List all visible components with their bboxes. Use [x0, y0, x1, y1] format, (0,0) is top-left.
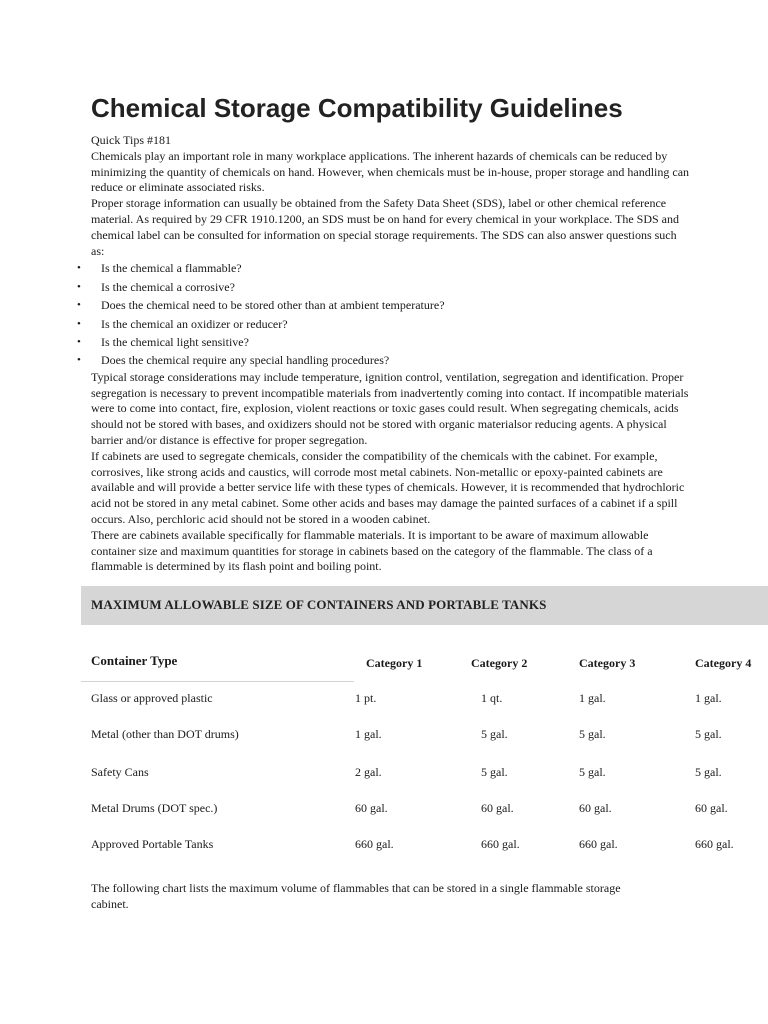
- table-cell: 660 gal.: [355, 837, 394, 851]
- table-title: MAXIMUM ALLOWABLE SIZE OF CONTAINERS AND PORTABLE TANKS: [91, 597, 547, 612]
- table-cell-container-type: Approved Portable Tanks: [91, 837, 214, 851]
- list-item: • Does the chemical require any special handling procedures?: [80, 351, 691, 369]
- list-item: • Is the chemical an oxidizer or reducer?: [80, 315, 691, 333]
- table-cell: 1 gal.: [695, 691, 722, 705]
- table-banner: [81, 586, 768, 625]
- chart-intro-paragraph: The following chart lists the maximum volume of flammables that can be stored in a single flammable storage cabinet.: [91, 881, 621, 911]
- header-divider: [81, 681, 354, 682]
- table-cell: 60 gal.: [355, 801, 388, 815]
- table-cell: 1 gal.: [355, 727, 382, 741]
- table-cell: 1 qt.: [481, 691, 503, 705]
- table-cell-container-type: Glass or approved plastic: [91, 691, 213, 705]
- table-cell: 660 gal.: [695, 837, 734, 851]
- table-cell: 5 gal.: [579, 765, 606, 779]
- table-cell: 5 gal.: [695, 727, 722, 741]
- intro-paragraph: Chemicals play an important role in many workplace applications. The inherent hazards of chemicals can be reduced by minimizing the quantity of chemicals on hand. However, when chemicals must be in-house, proper storage and handling can reduce or eliminate associated risks.: [91, 148, 690, 195]
- table-cell-container-type: Metal Drums (DOT spec.): [91, 801, 218, 815]
- column-header-category-3: Category 3: [579, 656, 636, 670]
- table-cell: 5 gal.: [695, 765, 722, 779]
- list-item: • Does the chemical need to be stored other than at ambient temperature?: [80, 296, 691, 314]
- page-title: Chemical Storage Compatibility Guidelines: [91, 93, 623, 123]
- cabinet-paragraph: If cabinets are used to segregate chemicals, consider the compatibility of the chemicals with the cabinet. For example, corrosives, like strong acids and caustics, will corrode most metal cabinets. Non-metallic or epoxy-painted cabinets are available and will provide a better service life with these types of chemicals. However, it is recommended that hydrochloric acid not be stored in any metal cabinet. Some other acids and bases may damage the painted surfaces of a cabinet if a spill occurs. Also, perchloric acid should not be stored in a wooden cabinet.: [91, 448, 685, 526]
- table-cell: 5 gal.: [579, 727, 606, 741]
- table-cell: 660 gal.: [481, 837, 520, 851]
- quick-tips-label: Quick Tips #181: [91, 133, 172, 147]
- column-header-category-1: Category 1: [366, 656, 423, 670]
- table-cell: 1 pt.: [355, 691, 377, 705]
- list-item: • Is the chemical a corrosive?: [80, 278, 691, 296]
- table-cell: 5 gal.: [481, 765, 508, 779]
- table-cell: 1 gal.: [579, 691, 606, 705]
- table-cell: 2 gal.: [355, 765, 382, 779]
- intro-paragraph: Proper storage information can usually be obtained from the Safety Data Sheet (SDS), label or other chemical reference material. As required by 29 CFR 1910.1200, an SDS must be on hand for every chemical in your workplace. The SDS and chemical label can be consulted for information on special storage requirements. The SDS can also answer questions such as:: [91, 196, 680, 258]
- table-cell: 60 gal.: [695, 801, 728, 815]
- column-header-category-2: Category 2: [471, 656, 528, 670]
- column-header-category-4: Category 4: [695, 656, 752, 670]
- table-cell: 5 gal.: [481, 727, 508, 741]
- table-cell: 60 gal.: [579, 801, 612, 815]
- article-body: [91, 133, 691, 575]
- table-cell: 660 gal.: [579, 837, 618, 851]
- list-item: • Is the chemical a flammable?: [80, 259, 691, 277]
- table-cell-container-type: Metal (other than DOT drums): [91, 727, 239, 741]
- question-list: [80, 259, 691, 369]
- flammable-paragraph: There are cabinets available specifically for flammable materials. It is important to be aware of maximum allowable container size and maximum quantities for storage in cabinets based on the category of the flammable. The class of a flammable is determined by its flash point and boiling point.: [91, 527, 653, 574]
- storage-paragraph: Typical storage considerations may include temperature, ignition control, ventilation, segregation and identification. Proper segregation is necessary to prevent incompatible materials from inadvertently coming into contact. If incompatible materials were to come into contact, fire, explosion, violent reactions or toxic gases could result. When segregating chemicals, acids should not be stored with bases, and oxidizers should not be stored with organic materialsor reducing agents. A physical barrier and/or distance is effective for proper segregation.: [91, 369, 689, 447]
- list-item: • Is the chemical light sensitive?: [80, 333, 691, 351]
- table-cell: 60 gal.: [481, 801, 514, 815]
- table-cell-container-type: Safety Cans: [91, 765, 149, 779]
- column-header-container-type: Container Type: [91, 653, 178, 668]
